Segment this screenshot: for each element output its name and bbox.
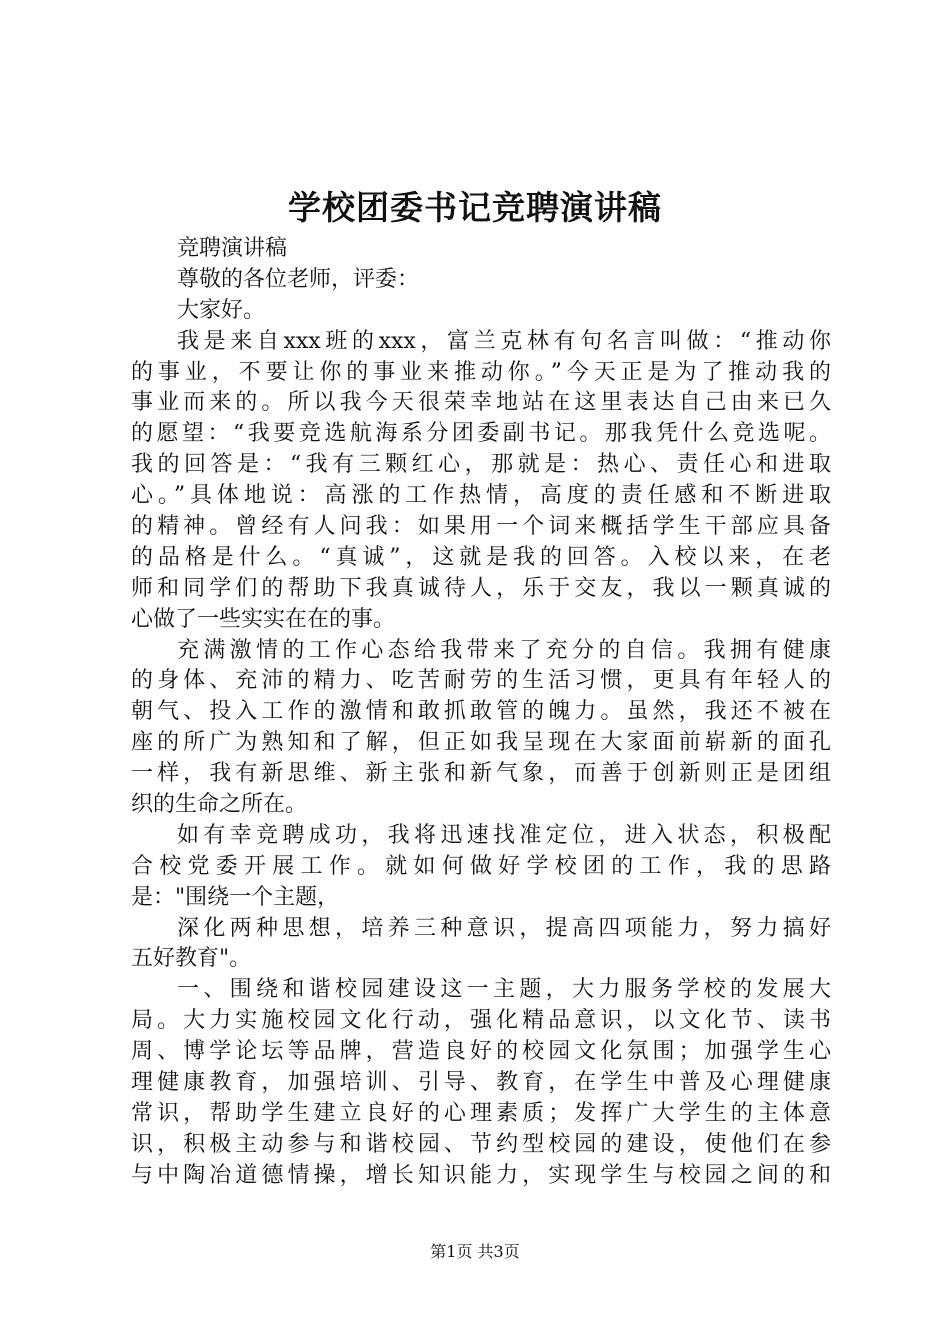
text-line: 周、博学论坛等品牌，营造良好的校园文化氛围；加强学生心 — [131, 1039, 831, 1065]
text-line: 织的生命之所在。 — [131, 792, 308, 818]
text-line: 心做了一些实实在在的事。 — [131, 606, 396, 632]
page-footer: 第1页 共3页 — [430, 1242, 520, 1261]
text-line: 心。”具体地说：高涨的工作热情，高度的责任感和不断进取 — [131, 483, 831, 509]
text-line: 的身体、充沛的精力、吃苦耐劳的生活习惯，更具有年轻人的 — [131, 668, 831, 694]
text-line: 尊敬的各位老师，评委： — [177, 266, 420, 292]
text-line: 一样，我有新思维、新主张和新气象，而善于创新则正是团组 — [131, 761, 831, 787]
text-line: 座的所广为熟知和了解，但正如我呈现在大家面前崭新的面孔 — [131, 730, 831, 756]
text-line: 我是来自xxx班的xxx，富兰克林有句名言叫做：“推动你 — [177, 328, 831, 354]
document-body — [131, 234, 831, 1192]
text-line: 的精神。曾经有人问我：如果用一个词来概括学生干部应具备 — [131, 514, 831, 540]
text-line: 我的回答是：“我有三颗红心，那就是：热心、责任心和进取 — [131, 452, 831, 478]
text-line: 与中陶冶道德情操，增长知识能力，实现学生与校园之间的和 — [131, 1162, 831, 1188]
text-line: 的事业，不要让你的事业来推动你。”今天正是为了推动我的 — [131, 359, 831, 385]
text-line: 局。大力实施校园文化行动，强化精品意识，以文化节、读书 — [131, 1008, 831, 1034]
text-line: 师和同学们的帮助下我真诚待人，乐于交友，我以一颗真诚的 — [131, 575, 831, 601]
text-line: 事业而来的。所以我今天很荣幸地站在这里表达自己由来已久 — [131, 390, 831, 416]
text-line: 常识，帮助学生建立良好的心理素质；发挥广大学生的主体意 — [131, 1100, 831, 1126]
text-line: 理健康教育，加强培训、引导、教育，在学生中普及心理健康 — [131, 1070, 831, 1096]
text-line: 充满激情的工作心态给我带来了充分的自信。我拥有健康 — [177, 637, 831, 663]
text-line: 如有幸竞聘成功，我将迅速找准定位，进入状态，积极配 — [177, 822, 831, 848]
text-line: 深化两种思想，培养三种意识，提高四项能力，努力搞好 — [177, 915, 831, 941]
text-line: 合校党委开展工作。就如何做好学校团的工作，我的思路 — [131, 853, 831, 879]
text-line: 的品格是什么。“真诚”，这就是我的回答。入校以来，在老 — [131, 544, 831, 570]
text-line: 大家好。 — [177, 297, 266, 323]
text-line: 一、围绕和谐校园建设这一主题，大力服务学校的发展大 — [177, 977, 831, 1003]
text-line: 朝气、投入工作的激情和敢抓敢管的魄力。虽然，我还不被在 — [131, 699, 831, 725]
text-line: 是："围绕一个主题， — [131, 884, 340, 910]
text-line: 竞聘演讲稿 — [177, 236, 288, 261]
page-title: 学校团委书记竞聘演讲稿 — [288, 188, 662, 227]
text-line: 五好教育"。 — [131, 946, 252, 972]
text-line: 识，积极主动参与和谐校园、节约型校园的建设，使他们在参 — [131, 1131, 831, 1157]
text-line: 的愿望：“我要竞选航海系分团委副书记。那我凭什么竞选呢。 — [131, 421, 831, 447]
